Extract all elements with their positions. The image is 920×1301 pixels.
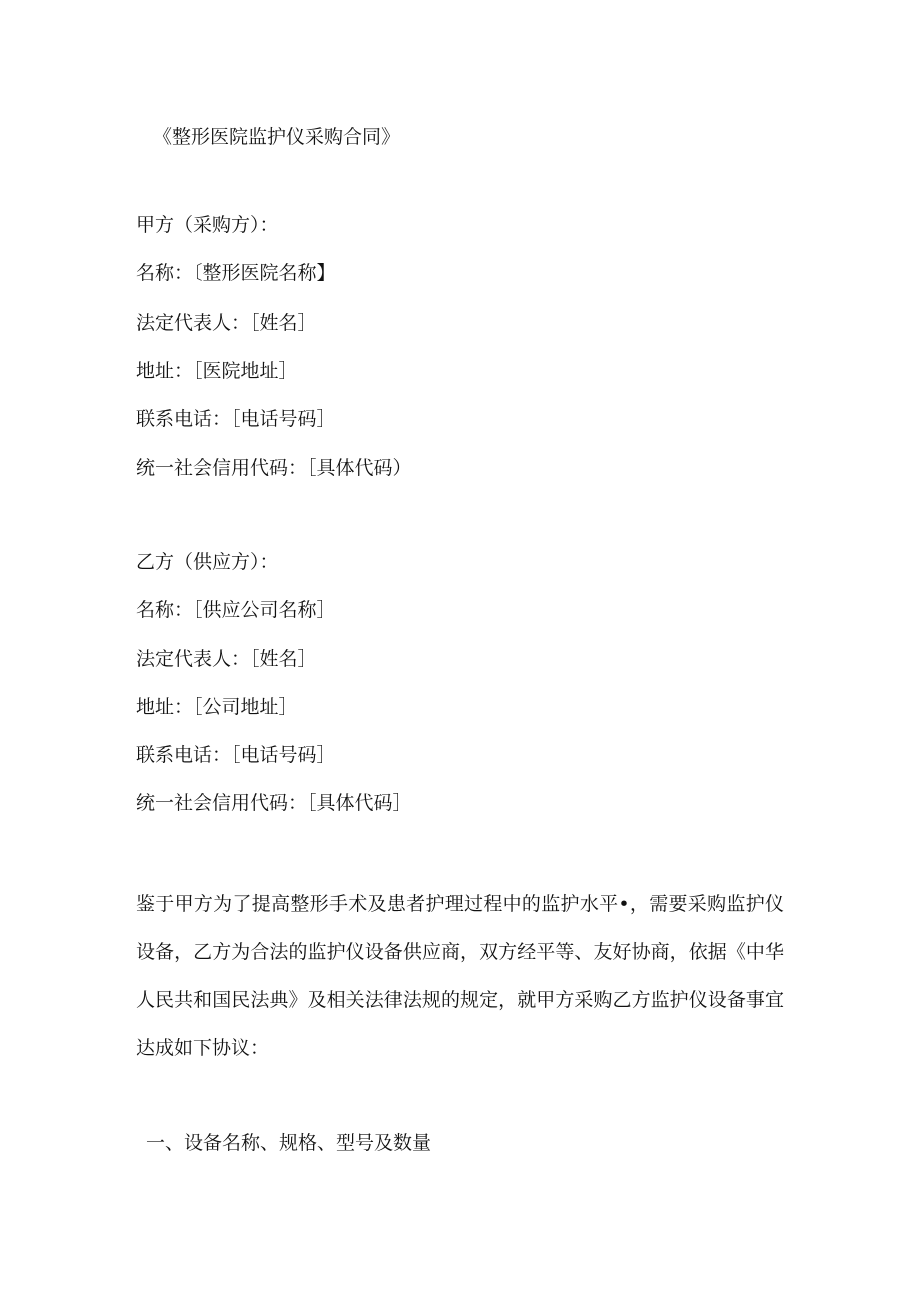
document-title: 《整形医院监护仪采购合同》 <box>153 126 401 148</box>
party-b-credit-code: 统一社会信用代码：［具体代码］ <box>136 792 412 814</box>
party-b-name: 名称：［供应公司名称］ <box>136 599 336 621</box>
party-a-phone: 联系电话：［电话号码］ <box>136 408 336 430</box>
party-a-name: 名称：〔整形医院名称】 <box>136 262 336 284</box>
party-b-address: 地址：［公司地址］ <box>136 696 298 718</box>
party-a-address: 地址：［医院地址］ <box>136 360 298 382</box>
section-1-heading: 一、设备名称、规格、型号及数量 <box>146 1132 432 1154</box>
party-a-representative: 法定代表人：［姓名］ <box>136 312 317 334</box>
party-b-header: 乙方（供应方）： <box>136 551 279 573</box>
party-b-representative: 法定代表人：［姓名］ <box>136 648 317 670</box>
party-b-phone: 联系电话：［电话号码］ <box>136 744 336 766</box>
party-a-credit-code: 统一社会信用代码：［具体代码） <box>136 457 412 479</box>
preamble-paragraph: 鉴于甲方为了提高整形手术及患者护理过程中的监护水平•，需要采购监护仪设备，乙方为合法的监护仪设备供应商，双方经平等、友好协商，依据《中华人民共和国民法典》及相关法律法规的规定，就甲方采购乙方监护仪设备事宜达成如下协议： <box>136 893 784 1059</box>
party-a-header: 甲方（采购方）： <box>136 214 279 236</box>
